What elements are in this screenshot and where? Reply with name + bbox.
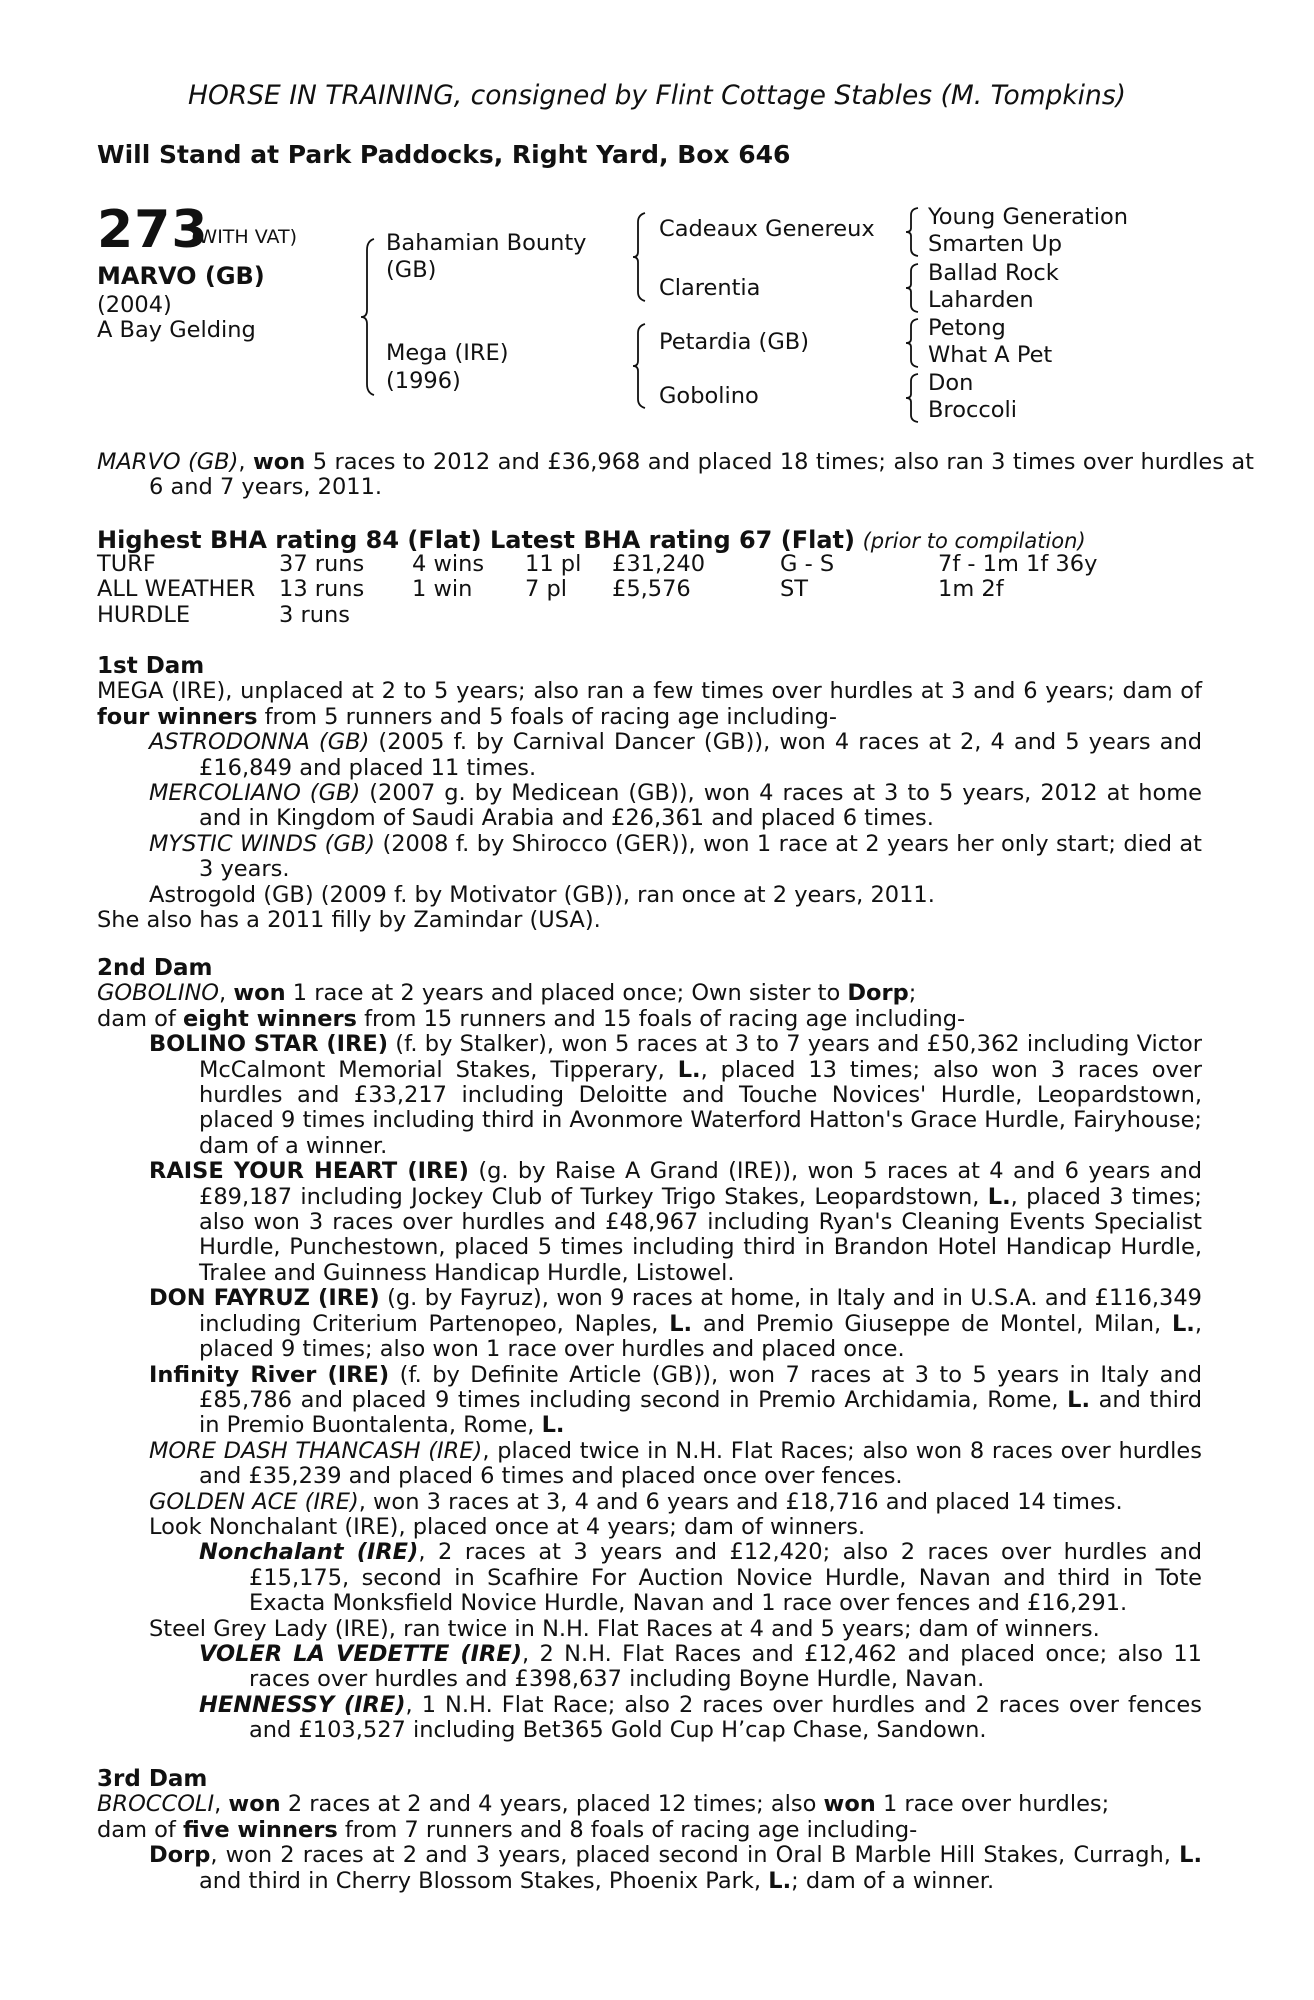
third-dam-won-2: won	[823, 1791, 876, 1818]
first-dam-intro	[97, 679, 1202, 730]
pedigree-bracket-3b	[905, 263, 921, 313]
stat-surface: ALL WEATHER	[97, 576, 256, 603]
third-dam-name: BROCCOLI	[97, 1791, 215, 1818]
progeny-entry	[149, 1363, 1202, 1439]
pedigree-bracket-3a	[905, 207, 921, 257]
grandsire-line-3: Ballad Rock	[928, 260, 1059, 286]
dam-year: (1996)	[386, 368, 461, 394]
summary-horse-name: MARVO (GB)	[97, 449, 239, 475]
progeny-text: , placed twice in N.H. Flat Races; also won 8 races over hurdles and £35,239 and placed 6 times and placed once over fences.	[199, 1437, 1202, 1490]
stat-runs: 37 runs	[279, 551, 365, 577]
dam-of-tail: from 7 runners and 8 foals of racing age including-	[337, 1816, 918, 1843]
progeny-text: Astrogold (GB) (2009 f. by Motivator (GB)), ran once at 2 years, 2011.	[149, 881, 935, 908]
dam-of-winners: eight winners	[182, 1005, 357, 1032]
third-dam-dam-of	[97, 1818, 1202, 1843]
progeny-entry	[149, 730, 1202, 781]
third-dam-intro: BROCCOLI, won 2 races at 2 and 4 years, placed 12 times; also won 1 race over hurdles;	[97, 1791, 1110, 1818]
sire-dam: Clarentia	[659, 275, 761, 301]
progeny-text: , placed 9 times; also won 1 race over hurdles and placed once.	[199, 1310, 1202, 1363]
progeny-name: GOLDEN ACE (IRE)	[149, 1488, 359, 1515]
dam-of-winners: five winners	[182, 1816, 338, 1843]
progeny-text: , won 2 races at 2 and 3 years, placed second in Oral B Marble Hill Stakes, Curragh,	[210, 1842, 1180, 1869]
progeny-entry	[149, 1843, 1202, 1894]
stat-runs: 13 runs	[279, 576, 365, 603]
progeny-name: MYSTIC WINDS (GB)	[149, 830, 376, 857]
progeny-entry	[149, 1515, 1202, 1540]
table-row	[97, 603, 1097, 628]
grandsire-line-8: Broccoli	[928, 397, 1017, 423]
second-dam-won: won	[233, 980, 286, 1007]
dam-of-text: dam of	[97, 1005, 183, 1032]
dam-of-tail: from 15 runners and 15 foals of racing age including-	[356, 1005, 966, 1032]
stat-money: £5,576	[612, 576, 691, 603]
progeny-text: (f. by Stalker), won 5 races at 3 to 7 years and £50,362 including Victor McCalmont Memorial Stakes, Tipperary,	[199, 1031, 1202, 1083]
grand-progeny-entry	[199, 1693, 1202, 1744]
progeny-name: DON FAYRUZ (IRE)	[149, 1285, 380, 1312]
progeny-text: , 2 N.H. Flat Races and £12,462 and placed once; also 11 races over hurdles and £398,637 including Boyne Hurdle, Navan.	[249, 1640, 1202, 1693]
grand-progeny-entry	[199, 1540, 1202, 1616]
table-row	[97, 577, 1097, 602]
stat-money	[612, 603, 780, 628]
progeny-text: , placed 3 times; also won 3 races over hurdles and £48,967 including Ryan's Cleaning Events Specialist Hurdle, Punchestown, placed 5 times including third in Brandon Hotel Handicap Hurdle, Tralee and Guinness Handicap Hurdle, Listowel.	[199, 1183, 1202, 1286]
pedigree-bracket-3c	[905, 318, 921, 368]
progeny-entry	[149, 883, 1202, 908]
dam-dam: Gobolino	[659, 383, 759, 409]
sire-sire: Cadeaux Genereux	[659, 216, 875, 242]
pedigree-bracket-2a	[632, 212, 648, 302]
second-dam-intro: GOBOLINO, won 1 race at 2 years and placed once; Own sister to Dorp;	[97, 980, 917, 1007]
first-dam-heading: 1st Dam	[97, 653, 205, 679]
progeny-name: MERCOLIANO (GB)	[149, 780, 361, 807]
stat-surface: HURDLE	[97, 601, 191, 628]
stat-placed	[525, 603, 612, 628]
grandsire-line-1: Young Generation	[928, 204, 1128, 230]
stat-surface: TURF	[97, 551, 156, 577]
progeny-entry	[149, 1490, 1202, 1515]
first-dam-closing: She also has a 2011 filly by Zamindar (USA).	[97, 907, 601, 934]
listed-marker: L.	[768, 1867, 792, 1894]
progeny-name: MORE DASH THANCASH (IRE)	[149, 1437, 483, 1464]
dam-sire: Petardia (GB)	[659, 329, 809, 355]
progeny-name: VOLER LA VEDETTE (IRE)	[199, 1640, 523, 1667]
listed-marker: L.	[541, 1412, 565, 1439]
third-dam-text-end: 1 race over hurdles;	[875, 1791, 1110, 1818]
stat-money: £31,240	[612, 551, 706, 577]
progeny-text: (g. by Fayruz), won 9 races at home, in Italy and in U.S.A. and £116,349 including Criterium Partenopeo, Naples,	[199, 1285, 1203, 1337]
summary-text: 5 races to 2012 and £36,968 and placed 18 times; also ran 3 times over hurdles at 6 and 7 years, 2011.	[149, 449, 1255, 501]
pedigree-bracket-2b	[632, 323, 648, 409]
progeny-entry	[149, 1032, 1202, 1159]
progeny-name: HENNESSY (IRE)	[199, 1691, 406, 1718]
first-dam-winners: four winners	[97, 703, 258, 730]
grand-progeny-entry	[199, 1642, 1202, 1693]
dam-of-text: dam of	[97, 1816, 183, 1843]
progeny-entry	[149, 1159, 1202, 1286]
progeny-text: and Premio Giuseppe de Montel, Milan,	[692, 1310, 1172, 1337]
grandsire-line-5: Petong	[928, 315, 1006, 341]
progeny-text: and third in Cherry Blossom Stakes, Phoenix Park,	[199, 1867, 769, 1894]
stat-going: G - S	[780, 551, 835, 577]
third-dam-won: won	[228, 1791, 281, 1818]
third-dam-text: 2 races at 2 and 4 years, placed 12 times; also	[280, 1791, 824, 1818]
stand-location: Will Stand at Park Paddocks, Right Yard, Box 646	[97, 140, 791, 169]
horse-name: MARVO (GB)	[97, 262, 265, 290]
performance-table	[97, 552, 1097, 628]
pedigree-bracket-1	[360, 238, 378, 396]
listed-marker: L.	[669, 1310, 693, 1337]
progeny-entry	[149, 781, 1202, 832]
summary-won: won	[253, 449, 306, 475]
progeny-name: Infinity River (IRE)	[149, 1361, 390, 1388]
listed-marker: L.	[1171, 1310, 1195, 1337]
stat-wins	[412, 603, 525, 628]
progeny-entry	[149, 1286, 1202, 1362]
horse-year: (2004)	[97, 292, 172, 318]
vat-note: (WITH VAT)	[191, 226, 298, 248]
first-dam-section	[97, 654, 1202, 933]
stat-runs: 3 runs	[279, 601, 350, 628]
table-row	[97, 552, 1097, 577]
grandsire-line-7: Don	[928, 370, 974, 396]
progeny-entry	[149, 1617, 1202, 1642]
progeny-text: Look Nonchalant (IRE), placed once at 4 years; dam of winners.	[149, 1513, 866, 1540]
page-title: HORSE IN TRAINING, consigned by Flint Cottage Stables (M. Tompkins)	[188, 80, 1126, 111]
third-dam-section	[97, 1767, 1202, 1894]
stat-wins: 1 win	[412, 576, 473, 603]
stat-going	[780, 603, 938, 628]
horse-description: A Bay Gelding	[97, 317, 256, 343]
grandsire-line-2: Smarten Up	[928, 231, 1063, 257]
progeny-text: Steel Grey Lady (IRE), ran twice in N.H. Flat Races at 4 and 5 years; dam of winners.	[149, 1615, 1100, 1642]
progeny-entry	[149, 832, 1202, 883]
progeny-text: and third in Premio Buontalenta, Rome,	[199, 1386, 1202, 1439]
progeny-text: , 1 N.H. Flat Race; also 2 races over hurdles and 2 races over fences and £103,527 including Bet365 Gold Cup H’cap Chase, Sandown.	[249, 1691, 1202, 1744]
second-dam-name: GOBOLINO	[97, 980, 220, 1007]
progeny-text: , won 3 races at 3, 4 and 6 years and £18,716 and placed 14 times.	[358, 1488, 1123, 1515]
sire-country: (GB)	[386, 257, 437, 283]
second-dam-dam-of	[97, 1007, 1202, 1032]
rating-line	[97, 526, 1086, 554]
progeny-text: , 2 races at 3 years and £12,420; also 2 races over hurdles and £15,175, second in Scafhire For Auction Novice Hurdle, Navan and third in Tote Exacta Monksfield Novice Hurdle, Navan and 1 race over fences and £16,291.	[249, 1539, 1202, 1617]
rating-note: (prior to compilation)	[862, 529, 1086, 553]
stat-distance: 7f - 1m 1f 36y	[938, 551, 1098, 577]
listed-marker: L.	[987, 1183, 1011, 1210]
pedigree-bracket-3d	[905, 373, 921, 423]
stat-going: ST	[780, 576, 809, 603]
progeny-name: BOLINO STAR (IRE)	[149, 1031, 389, 1058]
progeny-text: (2007 g. by Medicean (GB)), won 4 races at 3 to 5 years, 2012 at home and in Kingdom of Saudi Arabia and £26,361 and placed 6 times.	[199, 780, 1202, 832]
stat-placed: 11 pl	[525, 551, 582, 577]
progeny-name: Dorp	[149, 1842, 211, 1869]
second-dam-text-end: ;	[908, 980, 917, 1007]
progeny-entry	[149, 1439, 1202, 1490]
listed-marker: L.	[1067, 1386, 1090, 1413]
third-dam-heading: 3rd Dam	[97, 1766, 208, 1792]
second-dam-heading: 2nd Dam	[97, 955, 213, 981]
stat-distance: 1m 2f	[938, 576, 1004, 603]
progeny-name: ASTRODONNA (GB)	[149, 729, 370, 756]
listed-marker: L.	[1179, 1842, 1202, 1869]
progeny-text: (g. by Raise A Grand (IRE)), won 5 races at 4 and 6 years and £89,187 including Jockey Club of Turkey Trigo Stakes, Leopardstown,	[199, 1158, 1202, 1210]
progeny-name: Nonchalant (IRE)	[199, 1539, 419, 1566]
grandsire-line-4: Laharden	[928, 287, 1034, 313]
first-dam-intro-text: MEGA (IRE), unplaced at 2 to 5 years; also ran a few times over hurdles at 3 and 6 years; dam of	[97, 678, 1202, 705]
second-dam-text: 1 race at 2 years and placed once; Own sister to	[285, 980, 848, 1007]
second-dam-section	[97, 956, 1202, 1744]
progeny-text: (2005 f. by Carnival Dancer (GB)), won 4 races at 2, 4 and 5 years and £16,849 and placed 11 times.	[199, 729, 1202, 781]
progeny-text: , placed 13 times; also won 3 races over hurdles and £33,217 including Deloitte and Touche Novices' Hurdle, Leopardstown, placed 9 times including third in Avonmore Waterford Hatton's Grace Hurdle, Fairyhouse; dam of a winner.	[199, 1056, 1202, 1159]
progeny-text: (2008 f. by Shirocco (GER)), won 1 race at 2 years her only start; died at 3 years.	[199, 830, 1202, 883]
stat-wins: 4 wins	[412, 551, 485, 577]
dam-name: Mega (IRE)	[386, 340, 509, 366]
race-summary: MARVO (GB), won 5 races to 2012 and £36,968 and placed 18 times; also ran 3 times over hurdles at 6 and 7 years, 2011.	[97, 449, 1255, 501]
lot-number: 273	[97, 200, 209, 260]
second-dam-sister: Dorp	[847, 980, 909, 1007]
stat-placed: 7 pl	[525, 576, 568, 603]
sire-name: Bahamian Bounty	[386, 230, 587, 256]
progeny-text: (f. by Definite Article (GB)), won 7 races at 3 to 5 years in Italy and £85,786 and placed 9 times including second in Premio Archidamia, Rome,	[199, 1361, 1202, 1413]
stat-distance	[938, 603, 1097, 628]
rating-headline: Highest BHA rating 84 (Flat) Latest BHA rating 67 (Flat)	[97, 526, 855, 554]
grandsire-line-6: What A Pet	[928, 342, 1053, 368]
first-dam-intro-tail: from 5 runners and 5 foals of racing age including-	[257, 703, 838, 730]
listed-marker: L.	[677, 1056, 701, 1083]
progeny-name: RAISE YOUR HEART (IRE)	[149, 1158, 469, 1185]
progeny-text: ; dam of a winner.	[791, 1867, 995, 1894]
